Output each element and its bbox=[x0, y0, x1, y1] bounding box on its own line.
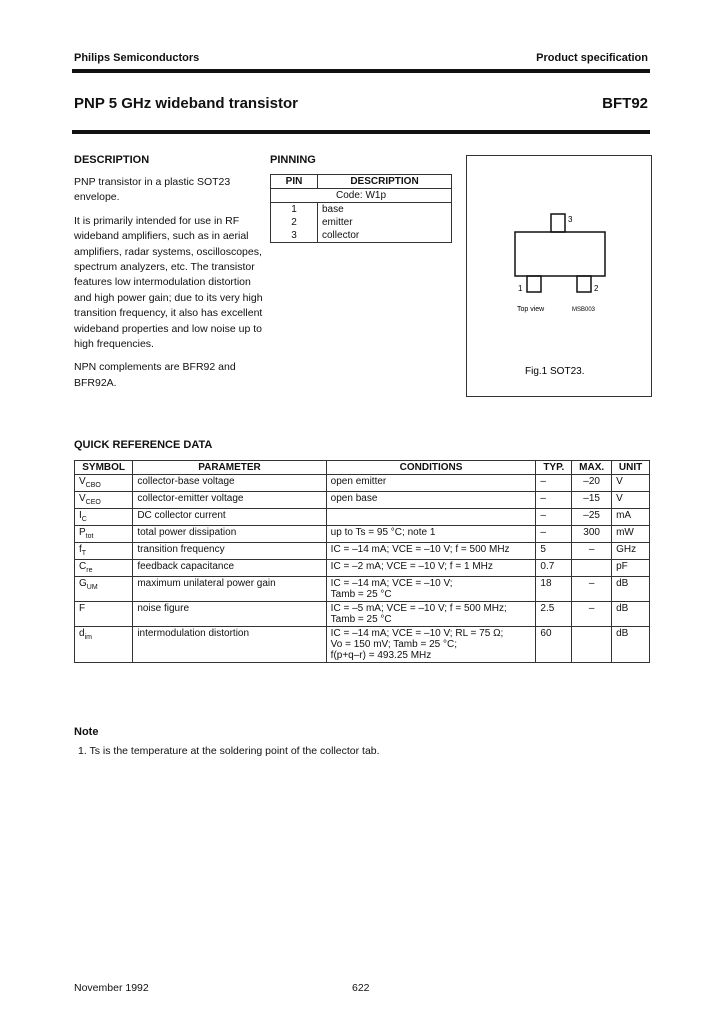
pinning-heading: PINNING bbox=[270, 154, 316, 166]
qrd-condition-line: IC = –2 mA; VCE = –10 V; f = 1 MHz bbox=[330, 561, 493, 572]
qrd-conditions bbox=[326, 560, 536, 577]
qrd-max: – bbox=[572, 543, 612, 560]
pin-description: base bbox=[318, 203, 452, 217]
qrd-row bbox=[75, 627, 650, 663]
qrd-max: –25 bbox=[572, 509, 612, 526]
qrd-conditions bbox=[326, 526, 536, 543]
description-text bbox=[74, 175, 264, 399]
description-paragraph: PNP transistor in a plastic SOT23 envelope. bbox=[74, 176, 231, 204]
qrd-condition-line: IC = –5 mA; VCE = –10 V; f = 500 MHz; bbox=[330, 603, 507, 614]
qrd-parameter: feedback capacitance bbox=[133, 560, 326, 577]
top-view-label: Top view bbox=[517, 306, 545, 313]
pin-number: 1 bbox=[271, 203, 318, 217]
qrd-heading: QUICK REFERENCE DATA bbox=[74, 439, 213, 451]
sot23-package-drawing bbox=[467, 156, 651, 396]
qrd-condition-line: IC = –14 mA; VCE = –10 V; bbox=[330, 578, 453, 589]
qrd-symbol: $C_{re}$ bbox=[75, 560, 133, 577]
qrd-conditions bbox=[326, 602, 536, 627]
figure-caption: Fig.1 SOT23. bbox=[525, 366, 585, 377]
qrd-condition-line: Tamb = 25 °C bbox=[330, 589, 392, 600]
qrd-conditions bbox=[326, 492, 536, 509]
page-number: 622 bbox=[352, 982, 370, 994]
qrd-max: – bbox=[572, 577, 612, 602]
qrd-typ: – bbox=[536, 492, 572, 509]
qrd-typ: 60 bbox=[536, 627, 572, 663]
qrd-max: –20 bbox=[572, 475, 612, 492]
qrd-max: 300 bbox=[572, 526, 612, 543]
qrd-parameter: maximum unilateral power gain bbox=[133, 577, 326, 602]
company-name: Philips Semiconductors bbox=[74, 52, 200, 64]
qrd-condition-line bbox=[331, 510, 532, 521]
qrd-row bbox=[75, 560, 650, 577]
note-heading: Note bbox=[74, 726, 99, 738]
qrd-typ: 18 bbox=[536, 577, 572, 602]
qrd-condition-line: open emitter bbox=[330, 476, 387, 487]
pinning-table bbox=[270, 174, 452, 243]
qrd-unit: V bbox=[612, 475, 650, 492]
quick-reference-table bbox=[74, 460, 650, 663]
qrd-row bbox=[75, 526, 650, 543]
pin3-label: 3 bbox=[568, 215, 573, 224]
pin-description: collector bbox=[318, 229, 452, 243]
qrd-symbol: $f_T$ bbox=[75, 543, 133, 560]
pin-number: 3 bbox=[271, 229, 318, 243]
qrd-row bbox=[75, 602, 650, 627]
qrd-condition-line: Tamb = 25 °C bbox=[330, 614, 392, 625]
qrd-symbol: $I_C$ bbox=[75, 509, 133, 526]
qrd-unit: GHz bbox=[612, 543, 650, 560]
qrd-unit: dB bbox=[612, 577, 650, 602]
qrd-unit: dB bbox=[612, 602, 650, 627]
qrd-unit: dB bbox=[612, 627, 650, 663]
qrd-conditions bbox=[326, 627, 536, 663]
qrd-col-header: PARAMETER bbox=[133, 461, 326, 475]
qrd-row bbox=[75, 543, 650, 560]
pin2-label: 2 bbox=[594, 284, 599, 293]
qrd-body bbox=[75, 475, 650, 663]
title-rule bbox=[72, 130, 650, 134]
pin3-lead bbox=[551, 214, 565, 232]
header-rule bbox=[72, 69, 650, 73]
qrd-unit: pF bbox=[612, 560, 650, 577]
sot23-figure bbox=[466, 155, 652, 397]
note-text: 1. Ts is the temperature at the soldering point of the collector tab. bbox=[78, 745, 380, 757]
qrd-unit: mW bbox=[612, 526, 650, 543]
description-column-header: DESCRIPTION bbox=[318, 175, 452, 189]
qrd-typ: 2.5 bbox=[536, 602, 572, 627]
qrd-typ: 0.7 bbox=[536, 560, 572, 577]
qrd-parameter: collector-base voltage bbox=[133, 475, 326, 492]
qrd-parameter: DC collector current bbox=[133, 509, 326, 526]
qrd-row bbox=[75, 492, 650, 509]
pin-column-header: PIN bbox=[271, 175, 318, 189]
qrd-symbol: $V_{CEO}$ bbox=[75, 492, 133, 509]
qrd-max bbox=[572, 627, 612, 663]
pin2-lead bbox=[577, 276, 591, 292]
package-body bbox=[515, 232, 605, 276]
description-paragraph: It is primarily intended for use in RF wideband amplifiers, such as in aerial amplifiers, radar systems, oscilloscopes, spectrum analyzers, etc. The transistor features low intermodulation distortion and high power gain; due to its very high transition frequency, it also has excellent wideband properties and low noise up to high frequencies. bbox=[74, 214, 263, 351]
qrd-condition-line: Vo = 150 mV; Tamb = 25 °C; bbox=[330, 639, 457, 650]
qrd-conditions bbox=[326, 475, 536, 492]
qrd-col-header: MAX. bbox=[572, 461, 612, 475]
qrd-typ: – bbox=[536, 509, 572, 526]
qrd-parameter: intermodulation distortion bbox=[133, 627, 326, 663]
pin-description: emitter bbox=[318, 216, 452, 229]
qrd-conditions bbox=[326, 509, 536, 526]
qrd-condition-line: up to Ts = 95 °C; note 1 bbox=[330, 527, 436, 538]
document-type: Product specification bbox=[536, 52, 648, 64]
qrd-condition-line: open base bbox=[330, 493, 378, 504]
qrd-row bbox=[75, 475, 650, 492]
qrd-symbol: $V_{CBO}$ bbox=[75, 475, 133, 492]
qrd-parameter: noise figure bbox=[133, 602, 326, 627]
qrd-conditions bbox=[326, 577, 536, 602]
qrd-col-header: CONDITIONS bbox=[326, 461, 536, 475]
footer-date: November 1992 bbox=[74, 982, 149, 994]
qrd-typ: – bbox=[536, 475, 572, 492]
qrd-col-header: UNIT bbox=[612, 461, 650, 475]
qrd-max bbox=[572, 560, 612, 577]
qrd-symbol: F bbox=[75, 602, 133, 627]
qrd-conditions bbox=[326, 543, 536, 560]
qrd-symbol: $P_{tot}$ bbox=[75, 526, 133, 543]
qrd-symbol: $G_{UM}$ bbox=[75, 577, 133, 602]
page-title: PNP 5 GHz wideband transistor bbox=[74, 95, 298, 112]
description-heading: DESCRIPTION bbox=[74, 154, 150, 166]
qrd-parameter: collector-emitter voltage bbox=[133, 492, 326, 509]
qrd-parameter: total power dissipation bbox=[133, 526, 326, 543]
qrd-unit: V bbox=[612, 492, 650, 509]
qrd-col-header: TYP. bbox=[536, 461, 572, 475]
pin1-lead bbox=[527, 276, 541, 292]
qrd-typ: 5 bbox=[536, 543, 572, 560]
pin1-label: 1 bbox=[518, 284, 523, 293]
part-number: BFT92 bbox=[602, 95, 648, 112]
marking-code: Code: W1p bbox=[271, 189, 452, 203]
qrd-col-header: SYMBOL bbox=[75, 461, 133, 475]
qrd-condition-line: IC = –14 mA; VCE = –10 V; f = 500 MHz bbox=[330, 544, 510, 555]
qrd-symbol: $d_{im}$ bbox=[75, 627, 133, 663]
pin-number: 2 bbox=[271, 216, 318, 229]
qrd-row bbox=[75, 577, 650, 602]
qrd-max: –15 bbox=[572, 492, 612, 509]
figure-code: MSB003 bbox=[572, 307, 596, 313]
qrd-condition-line: IC = –14 mA; VCE = –10 V; RL = 75 Ω; bbox=[330, 628, 504, 639]
qrd-max: – bbox=[572, 602, 612, 627]
qrd-row bbox=[75, 509, 650, 526]
qrd-parameter: transition frequency bbox=[133, 543, 326, 560]
qrd-unit: mA bbox=[612, 509, 650, 526]
description-paragraph: NPN complements are BFR92 and BFR92A. bbox=[74, 361, 236, 389]
qrd-condition-line: f(p+q–r) = 493.25 MHz bbox=[330, 650, 432, 661]
qrd-typ: – bbox=[536, 526, 572, 543]
